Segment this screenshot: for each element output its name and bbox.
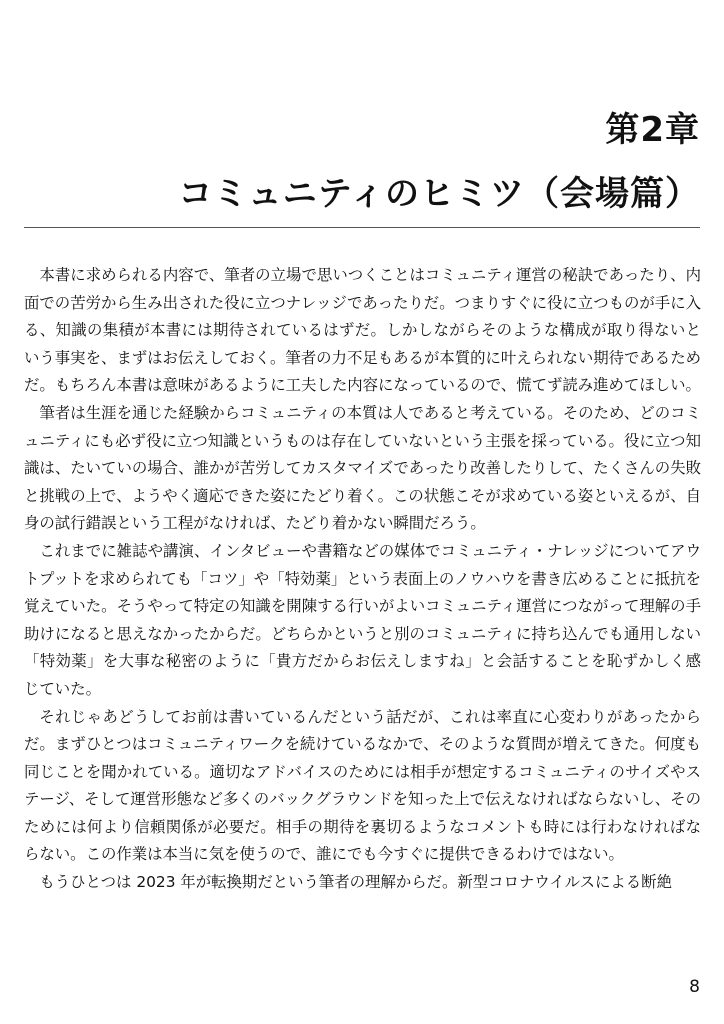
paragraph: 筆者は生涯を通じた経験からコミュニティの本質は人であると考えている。そのため、どのコミュニティにも必ず役に立つ知識というものは存在していないという主張を採っている。役に立つ知識は、たいていの場合、誰かが苦労してカスタマイズであったり改善したりして、たくさんの失敗と挑戦の上で、ようやく適応できた姿にたどり着く。この状態こそが求めている姿といえるが、自身の試行錯誤という工程がなければ、たどり着かない瞬間だろう。 <box>24 403 701 533</box>
chapter-number: 第2章 <box>605 110 700 150</box>
chapter-title: コミュニティのヒミツ（会場篇） <box>178 174 700 214</box>
paragraph: 本書に求められる内容で、筆者の立場で思いつくことはコミュニティ運営の秘訣であったり、内面での苦労から生み出された役に立つナレッジであったりだ。つまりすぐに役に立つものが手に入る、知識の集積が本書には期待されているはずだ。しかしながらそのような構成が取り得ないという事実を、まずはお伝えしておく。筆者の力不足もあるが本質的に叶えられない期待であるためだ。もちろん本書は意味があるように工夫した内容になっているので、慌てず読み進めてほしい。 <box>24 266 701 395</box>
paragraph: それじゃあどうしてお前は書いているんだという話だが、これは率直に心変わりがあったからだ。まずひとつはコミュニティワークを続けているなかで、そのような質問が増えてきた。何度も同じことを聞かれている。適切なアドバイスのためには相手が想定するコミュニティのサイズやステージ、そして運営形態など多くのバックグラウンドを知った上で伝えなければならないし、そのためには何より信頼関係が必要だ。相手の期待を裏切るようなコメントも時には行わなければならない。この作業は本当に気を使うので、誰にでも今すぐに提供できるわけではない。 <box>24 707 701 864</box>
title-divider <box>24 227 700 228</box>
page-number: 8 <box>689 977 700 997</box>
paragraph: もうひとつは 2023 年が転換期だという筆者の理解からだ。新型コロナウイルスによる断絶 <box>39 873 672 892</box>
body-text <box>24 262 701 897</box>
paragraph: これまでに雑誌や講演、インタビューや書籍などの媒体でコミュニティ・ナレッジについてアウトプットを求められても「コツ」や「特効薬」という表面上のノウハウを書き広めることに抵抗を覚えていた。そうやって特定の知識を開陳する行いがよいコミュニティ運営につながって理解の手助けになると思えなかったからだ。どちらかというと別のコミュニティに持ち込んでも通用しない「特効薬」を大事な秘密のように「貴方だからお伝えしますね」と会話することを恥ずかしく感じていた。 <box>24 541 701 698</box>
